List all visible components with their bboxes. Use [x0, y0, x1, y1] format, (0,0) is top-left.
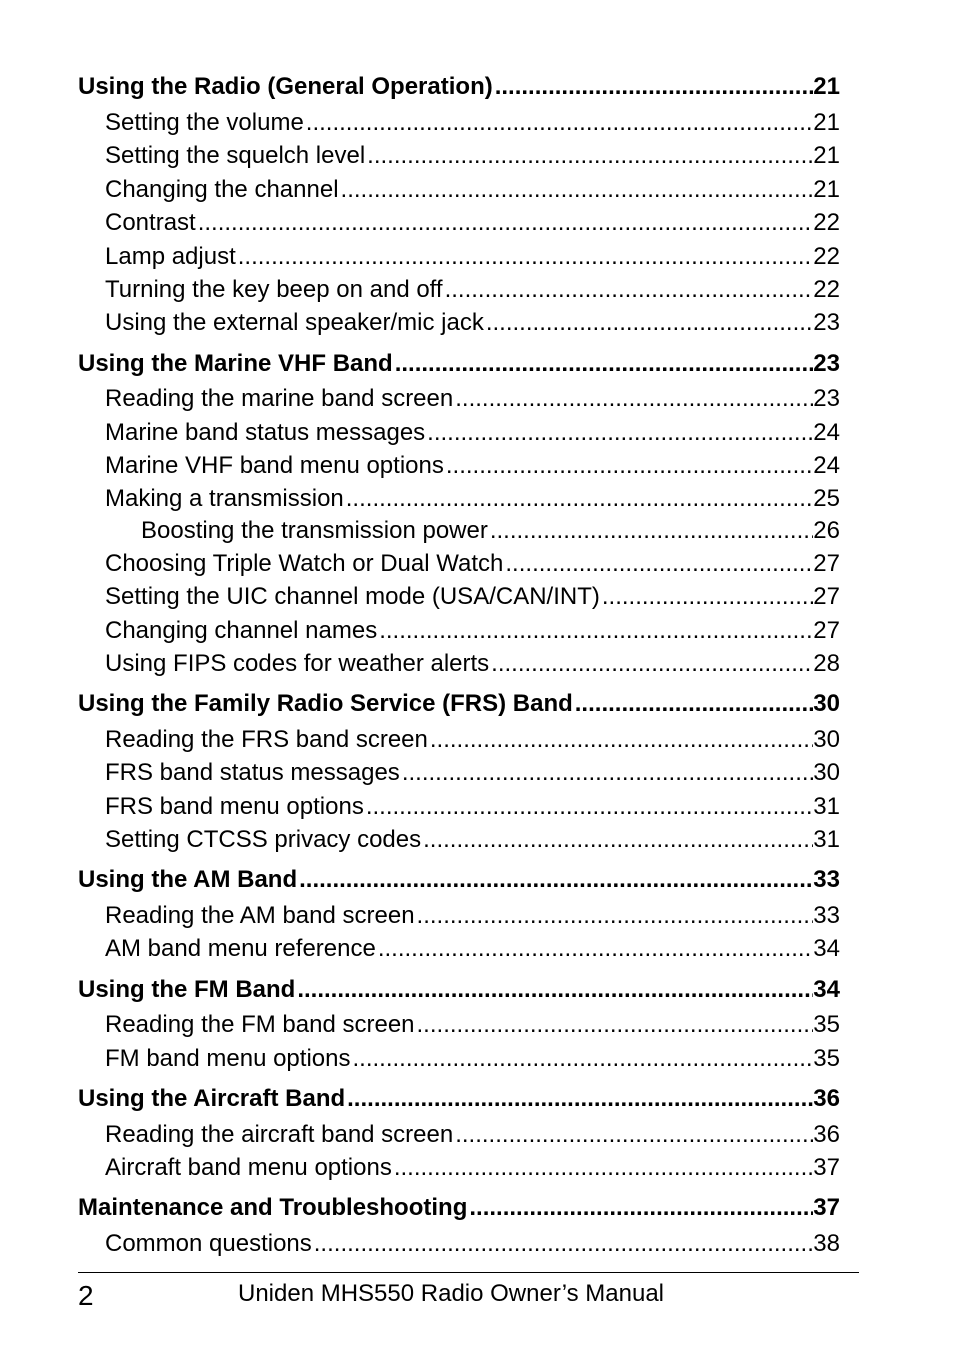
toc-entry-title: Common questions — [105, 1230, 312, 1257]
toc-dot-leader — [488, 516, 813, 546]
toc-entry-page: 31 — [813, 793, 840, 820]
toc-entry[interactable] — [105, 384, 840, 414]
toc-entry-page: 37 — [813, 1194, 840, 1221]
toc-dot-leader — [393, 349, 814, 379]
toc-entry-title: Using the AM Band — [78, 866, 298, 893]
toc-dot-leader — [350, 1044, 813, 1074]
toc-entry-page: 22 — [813, 209, 840, 236]
toc-entry-page: 23 — [813, 385, 840, 412]
toc-entry-title: Reading the FM band screen — [105, 1011, 415, 1038]
footer-title: Uniden MHS550 Radio Owner’s Manual — [238, 1280, 664, 1307]
toc-dot-leader — [444, 451, 813, 481]
toc-entry-title: Making a transmission — [105, 485, 344, 512]
toc-entry-title: AM band menu reference — [105, 935, 376, 962]
toc-dot-leader — [376, 934, 813, 964]
toc-entry[interactable] — [105, 451, 840, 481]
toc-entry-title: Using the Marine VHF Band — [78, 350, 393, 377]
footer-divider — [78, 1272, 859, 1273]
toc-entry-title: Choosing Triple Watch or Dual Watch — [105, 550, 504, 577]
toc-dot-leader — [415, 1010, 814, 1040]
toc-entry-page: 27 — [813, 617, 840, 644]
toc-entry-page: 28 — [813, 650, 840, 677]
toc-entry[interactable] — [105, 418, 840, 448]
toc-entry-page: 30 — [813, 690, 840, 717]
toc-dot-leader — [196, 208, 814, 238]
toc-entry[interactable] — [78, 349, 840, 379]
toc-dot-leader — [453, 1120, 813, 1150]
toc-entry-page: 31 — [813, 826, 840, 853]
toc-entry-page: 21 — [813, 176, 840, 203]
toc-dot-leader — [489, 649, 813, 679]
toc-entry-page: 36 — [813, 1085, 840, 1112]
toc-entry-title: FRS band menu options — [105, 793, 364, 820]
toc-dot-leader — [295, 975, 813, 1005]
toc-entry[interactable] — [105, 1229, 840, 1259]
toc-entry[interactable] — [105, 484, 840, 514]
toc-entry-title: Marine band status messages — [105, 419, 426, 446]
toc-entry[interactable] — [105, 208, 840, 238]
toc-entry-page: 27 — [813, 550, 840, 577]
toc-entry[interactable] — [105, 582, 840, 612]
toc-dot-leader — [364, 792, 813, 822]
toc-entry-title: Using FIPS codes for weather alerts — [105, 650, 490, 677]
toc-entry-title: Using the Family Radio Service (FRS) Band — [78, 690, 573, 717]
toc-dot-leader — [600, 582, 813, 612]
toc-entry-title: Lamp adjust — [105, 243, 236, 270]
toc-entry-page: 33 — [813, 866, 840, 893]
toc-entry[interactable] — [105, 549, 840, 579]
toc-entry[interactable] — [105, 175, 840, 205]
toc-dot-leader — [377, 616, 813, 646]
toc-entry-title: Setting the squelch level — [105, 142, 366, 169]
toc-entry-title: Reading the FRS band screen — [105, 726, 428, 753]
toc-dot-leader — [503, 549, 813, 579]
toc-entry[interactable] — [105, 792, 840, 822]
toc-entry-title: FRS band status messages — [105, 759, 400, 786]
toc-dot-leader — [344, 484, 814, 514]
toc-entry-page: 21 — [813, 109, 840, 136]
toc-entry[interactable] — [105, 934, 840, 964]
toc-entry[interactable] — [105, 141, 840, 171]
toc-entry[interactable] — [105, 649, 840, 679]
toc-entry-page: 34 — [813, 935, 840, 962]
toc-dot-leader — [425, 418, 813, 448]
toc-entry-title: Changing channel names — [105, 617, 378, 644]
toc-dot-leader — [415, 901, 814, 931]
toc-entry[interactable] — [78, 72, 840, 102]
toc-entry-title: Setting the volume — [105, 109, 304, 136]
toc-entry-title: Setting the UIC channel mode (USA/CAN/INT) — [105, 583, 600, 610]
toc-entry-page: 38 — [813, 1230, 840, 1257]
toc-dot-leader — [236, 242, 814, 272]
toc-entry-title: Contrast — [105, 209, 196, 236]
toc-entry-title: Using the Radio (General Operation) — [78, 73, 493, 100]
toc-entry[interactable] — [78, 1193, 840, 1223]
toc-entry[interactable] — [78, 865, 840, 895]
toc-entry-title: Maintenance and Troubleshooting — [78, 1194, 468, 1221]
toc-entry-title: Changing the channel — [105, 176, 339, 203]
toc-dot-leader — [304, 108, 814, 138]
toc-entry[interactable] — [141, 516, 840, 546]
toc-dot-leader — [443, 275, 814, 305]
toc-entry[interactable] — [105, 308, 840, 338]
toc-entry[interactable] — [105, 1153, 840, 1183]
toc-dot-leader — [573, 689, 814, 719]
toc-entry-title: Aircraft band menu options — [105, 1154, 392, 1181]
toc-entry-title: FM band menu options — [105, 1045, 351, 1072]
toc-dot-leader — [297, 865, 813, 895]
toc-dot-leader — [345, 1084, 813, 1114]
toc-entry[interactable] — [105, 275, 840, 305]
toc-dot-leader — [392, 1153, 813, 1183]
toc-entry[interactable] — [78, 1084, 840, 1114]
toc-dot-leader — [493, 72, 814, 102]
toc-entry-page: 23 — [813, 350, 840, 377]
toc-dot-leader — [312, 1229, 814, 1259]
toc-entry-title: Reading the aircraft band screen — [105, 1121, 454, 1148]
toc-entry[interactable] — [105, 108, 840, 138]
toc-entry[interactable] — [105, 1010, 840, 1040]
toc-entry-title: Using the external speaker/mic jack — [105, 309, 484, 336]
toc-entry-page: 24 — [813, 452, 840, 479]
toc-entry-page: 23 — [813, 309, 840, 336]
toc-dot-leader — [453, 384, 813, 414]
toc-entry-page: 35 — [813, 1045, 840, 1072]
toc-dot-leader — [400, 758, 813, 788]
toc-entry-page: 30 — [813, 759, 840, 786]
toc-entry-page: 33 — [813, 902, 840, 929]
toc-entry[interactable] — [105, 758, 840, 788]
toc-dot-leader — [467, 1193, 813, 1223]
toc-entry-page: 21 — [813, 73, 840, 100]
toc-entry[interactable] — [105, 825, 840, 855]
toc-entry[interactable] — [105, 1120, 840, 1150]
toc-dot-leader — [339, 175, 814, 205]
toc-entry[interactable] — [78, 975, 840, 1005]
page-number: 2 — [78, 1280, 94, 1311]
toc-dot-leader — [428, 725, 813, 755]
toc-entry-page: 34 — [813, 976, 840, 1003]
toc-entry[interactable] — [105, 616, 840, 646]
toc-entry-page: 22 — [813, 276, 840, 303]
toc-entry-title: Marine VHF band menu options — [105, 452, 444, 479]
toc-entry[interactable] — [105, 725, 840, 755]
toc-entry[interactable] — [105, 901, 840, 931]
toc-entry-title: Using the Aircraft Band — [78, 1085, 346, 1112]
toc-entry-page: 26 — [813, 517, 840, 544]
toc-entry-page: 36 — [813, 1121, 840, 1148]
toc-entry[interactable] — [78, 689, 840, 719]
toc-entry-title: Reading the AM band screen — [105, 902, 415, 929]
toc-entry-page: 27 — [813, 583, 840, 610]
toc-entry-page: 35 — [813, 1011, 840, 1038]
toc-entry-title: Using the FM Band — [78, 976, 296, 1003]
toc-dot-leader — [484, 308, 813, 338]
toc-entry-title: Setting CTCSS privacy codes — [105, 826, 422, 853]
toc-entry-page: 22 — [813, 243, 840, 270]
toc-entry[interactable] — [105, 1044, 840, 1074]
toc-entry-page: 30 — [813, 726, 840, 753]
toc-entry-page: 25 — [813, 485, 840, 512]
toc-entry[interactable] — [105, 242, 840, 272]
toc-entry-title: Boosting the transmission power — [141, 517, 488, 544]
toc-dot-leader — [421, 825, 813, 855]
toc-entry-title: Turning the key beep on and off — [105, 276, 443, 303]
toc-entry-page: 24 — [813, 419, 840, 446]
toc-entry-page: 21 — [813, 142, 840, 169]
toc-dot-leader — [365, 141, 813, 171]
toc-entry-title: Reading the marine band screen — [105, 385, 454, 412]
toc-entry-page: 37 — [813, 1154, 840, 1181]
